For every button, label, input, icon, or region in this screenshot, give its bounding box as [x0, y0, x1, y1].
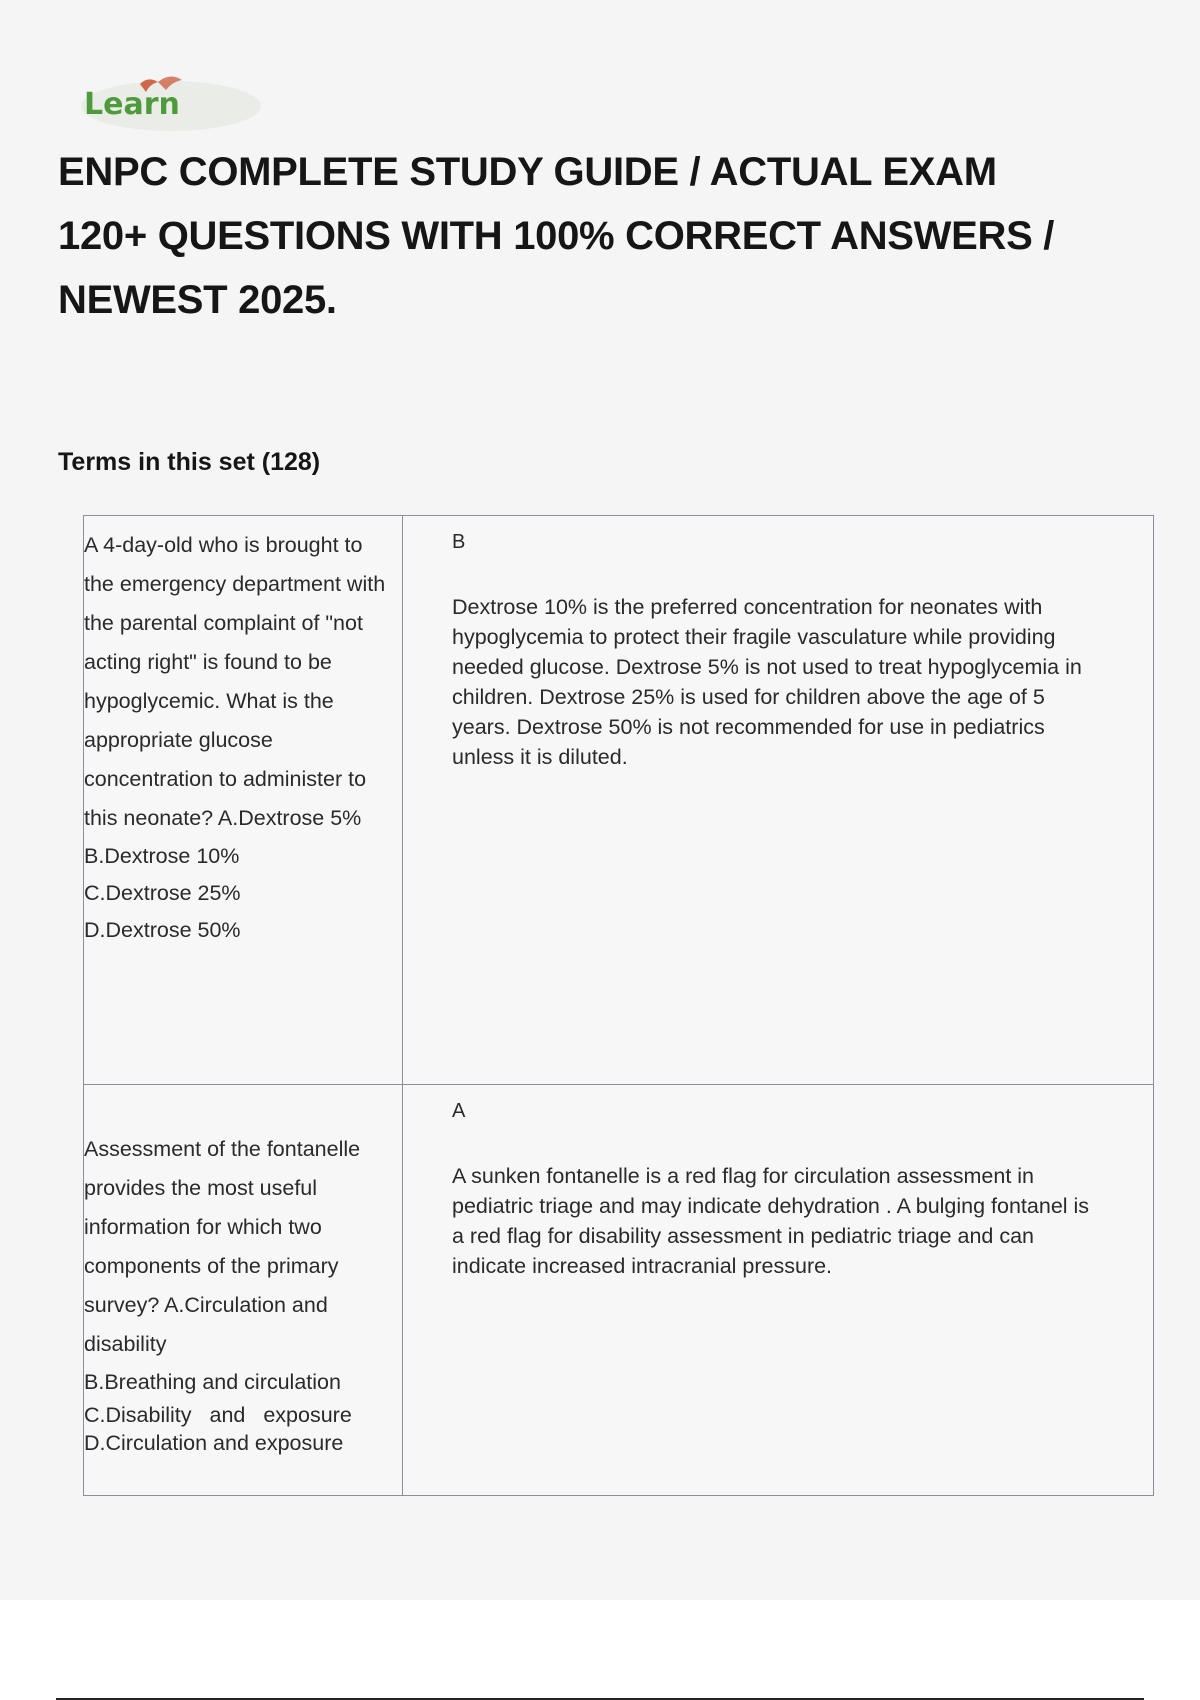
answer-letter: B	[452, 531, 466, 553]
answer-cell	[403, 1085, 1154, 1496]
title-line-1: ENPC COMPLETE STUDY GUIDE / ACTUAL EXAM	[58, 150, 997, 194]
answer-explanation: Dextrose 10% is the preferred concentration for neonates with hypoglycemia to protect their fragile vasculature while providing needed glucose. Dextrose 5% is not used to treat hypoglycemia in children. Dextrose 25% is used for children above the age of 5 years. Dextrose 50% is not recommended for use in pediatrics unless it is diluted.	[452, 595, 1082, 769]
logo-text: Learn	[84, 87, 180, 122]
table-row	[84, 1085, 1154, 1496]
title-line-3: NEWEST 2025.	[58, 278, 337, 322]
answer-explanation: A sunken fontanelle is a red flag for circulation assessment in pediatric triage and may indicate dehydration . A bulging fontanel is a red flag for disability assessment in pediatric triage and can indicate increased intracranial pressure.	[452, 1164, 1090, 1278]
title-line-2: 120+ QUESTIONS WITH 100% CORRECT ANSWERS /	[58, 214, 1055, 258]
question-text: A 4-day-old who is brought to the emergency department with the parental complaint of "not acting right" is found to be hypoglycemic. What is the appropriate glucose concentration to administer to this neonate? A.Dextrose 5%	[84, 533, 386, 830]
question-cell	[84, 1085, 403, 1496]
page-title	[58, 140, 1118, 332]
option-text: C.Disability and exposure	[84, 1403, 352, 1427]
terms-heading: Terms in this set (128)	[58, 448, 321, 476]
flashcard-table	[83, 515, 1154, 1496]
question-text: Assessment of the fontanelle provides the most useful information for which two components of the primary survey? A.Circulation and disability	[84, 1137, 361, 1356]
option-text: D.Dextrose 50%	[84, 918, 241, 942]
answer-cell	[403, 516, 1154, 1085]
option-text: B.Breathing and circulation	[84, 1370, 341, 1394]
question-cell	[84, 516, 403, 1085]
answer-letter: A	[452, 1100, 466, 1122]
option-text: C.Dextrose 25%	[84, 881, 241, 905]
table-row	[84, 516, 1154, 1085]
learn-logo	[78, 74, 264, 132]
option-text: B.Dextrose 10%	[84, 844, 240, 868]
option-text: D.Circulation and exposure	[84, 1431, 344, 1455]
